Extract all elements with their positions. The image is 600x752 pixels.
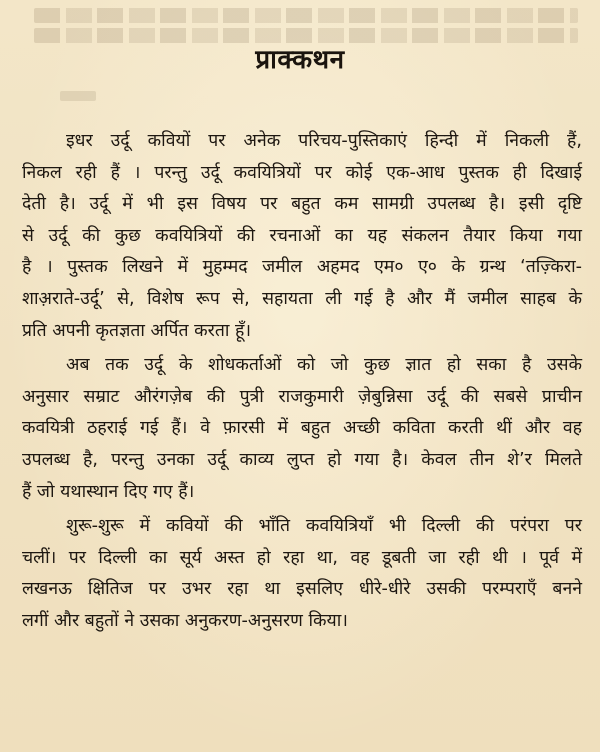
text-line: लगीं और बहुतों ने उसका अनुकरण-अनुसरण किया। [22,610,348,631]
paragraph [22,511,582,637]
page-title: प्राक्कथन [255,45,345,75]
text-line: देती है। उर्दू में भी इस विषय पर बहुत कम सामग्री उपलब्ध है। इसी दृष्टि [22,194,582,215]
text-line: शुरू-शुरू में कवियों की भाँति कवयित्रियाँ भी दिल्ली की परंपरा पर [66,516,582,537]
paragraph [22,350,582,508]
text-line: शाअ़राते-उर्दू’ से, विशेष रूप से, सहायता ली गई है और मैं जमील साहब के [22,288,582,309]
text-line: कवयित्री ठहराई गई हैं। वे फ़ारसी में बहुत अच्छी कविता करती थीं और वह [22,418,582,439]
text-line: अब तक उर्दू के शोधकर्ताओं को जो कुछ ज्ञात हो सका है उसके [66,355,582,376]
bleed-through-fragment [60,91,96,101]
body-text [22,126,582,638]
text-line: प्रति अपनी कृतज्ञता अर्पित करता हूँ। [22,320,252,341]
text-line: से उर्दू की कुछ कवयित्रियों की रचनाओं का यह संकलन तैयार किया गया [22,225,582,246]
text-line: उपलब्ध है, परन्तु उनका उर्दू काव्य लुप्त हो गया है। केवल तीन शे’र मिलते [22,449,582,470]
paragraph [22,126,582,347]
text-line: हैं जो यथास्थान दिए गए हैं। [22,481,195,502]
text-line: अनुसार सम्राट औरंगज़ेब की पुत्री राजकुमारी ज़ेबुन्निसा उर्दू की सबसे प्राचीन [22,386,582,407]
text-line: लखनऊ क्षितिज पर उभर रहा था इसलिए धीरे-धीरे उसकी परम्पराएँ बनने [22,579,582,600]
text-line: चलीं। पर दिल्ली का सूर्य अस्त हो रहा था, वह डूबती जा रही थी । पूर्व में [22,547,582,568]
text-line: निकल रही हैं । परन्तु उर्दू कवयित्रियों पर कोई एक-आध पुस्तक ही दिखाई [22,162,582,183]
text-line: है । पुस्तक लिखने में मुहम्मद जमील अहमद एम० ए० के ग्रन्थ ‘तज़्किरा- [22,257,582,278]
text-line: इधर उर्दू कवियों पर अनेक परिचय-पुस्तिकाएं हिन्दी में निकली हैं, [66,131,582,151]
